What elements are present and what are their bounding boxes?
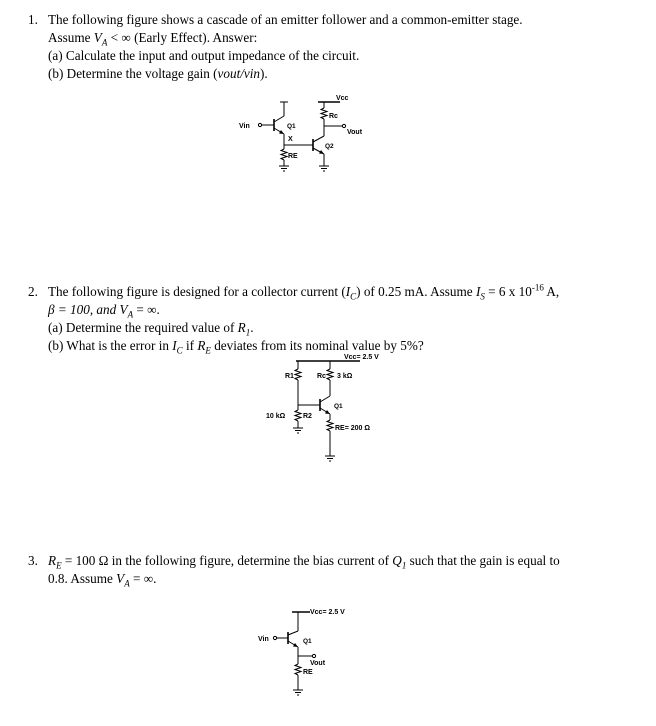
question-number: 1. — [28, 12, 38, 27]
q1-label: Q1 — [303, 638, 312, 645]
r2-value: 10 kΩ — [266, 413, 286, 420]
question-number: 3. — [28, 553, 38, 568]
r1-label: R1 — [285, 373, 294, 380]
vin-label: Vin — [239, 123, 250, 130]
re-label: RE= 200 Ω — [335, 425, 370, 432]
vcc-label: Vcc — [336, 95, 349, 102]
q1-part-b: (b) Determine the voltage gain (vout/vin). — [48, 66, 268, 81]
q3-line2: 0.8. Assume $V_A$ = ∞. — [48, 571, 157, 589]
vcc-label: Vcc= 2.5 V — [344, 354, 379, 361]
rc-label: Rc — [317, 373, 326, 380]
q1-label: Q1 — [287, 123, 296, 130]
q1-part-a: (a) Calculate the input and output impedance of the circuit. — [48, 48, 360, 63]
q2-line1: The following figure is designed for a collector current $(I_C)$ of 0.25 mA. Assume $I_S = 6$ x $10^{-16}$ A, — [48, 282, 560, 302]
q1-line1: The following figure shows a cascade of an emitter follower and a common-emitter stage. — [48, 12, 523, 27]
node-x-label: X — [288, 136, 293, 143]
circuit-figure-2 — [248, 352, 448, 472]
vin-label: Vin — [258, 636, 269, 643]
q3-line1: $R_E = 100$ Ω in the following figure, determine the bias current of $Q_1$ such that the gain is equal to — [48, 553, 560, 571]
circuit-figure-1 — [228, 94, 388, 184]
q1-label: Q1 — [334, 403, 343, 410]
question-text — [48, 283, 638, 355]
q2-line2: β = 100, and $V_A$ = ∞. — [48, 302, 160, 320]
vout-label: Vout — [310, 660, 326, 667]
q2-part-a: (a) Determine the required value of $R_1$. — [48, 320, 254, 338]
question-text — [48, 552, 638, 588]
r2-label: R2 — [303, 413, 312, 420]
re-label: RE — [288, 153, 298, 160]
q1-line2: Assume $V_A$ < ∞ (Early Effect). Answer: — [48, 30, 258, 48]
q2-label: Q2 — [325, 143, 334, 150]
re-label: RE — [303, 669, 313, 676]
circuit-figure-3 — [252, 602, 412, 702]
vcc-label: Vcc= 2.5 V — [310, 609, 345, 616]
vout-label: Vout — [347, 129, 363, 136]
rc-label: Rc — [329, 113, 338, 120]
question-text — [48, 11, 638, 83]
rc-value: 3 kΩ — [337, 373, 353, 380]
question-number: 2. — [28, 284, 38, 299]
q2-part-b: (b) What is the error in $I_C$ if $R_E$ deviates from its nominal value by 5%? — [48, 338, 424, 356]
